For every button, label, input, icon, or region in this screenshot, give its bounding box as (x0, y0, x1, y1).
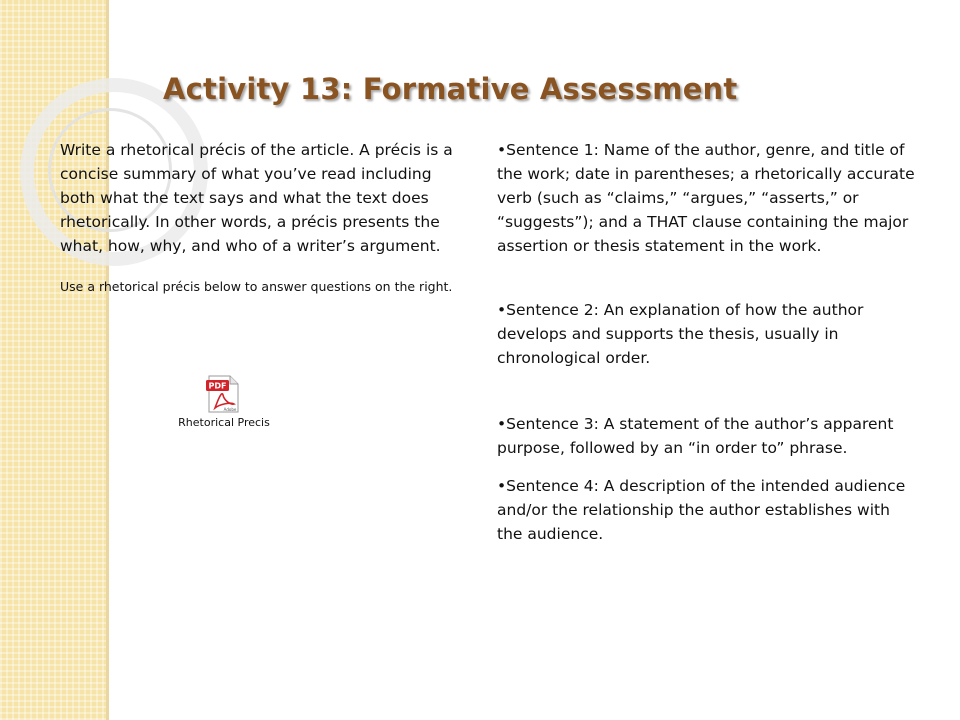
bullet-sentence-2: •Sentence 2: An explanation of how the author develops and supports the thesis, usually in chronological order. (497, 301, 864, 367)
slide-title: Activity 13: Formative Assessment (163, 72, 738, 106)
sidebar-edge (106, 0, 109, 720)
adobe-brand-label: Adobe (223, 407, 237, 412)
rhetorical-precis-attachment[interactable] (178, 375, 270, 429)
decorative-sidebar (0, 0, 106, 720)
bullet-sentence-4: •Sentence 4: A description of the intended audience and/or the relationship the author establishes with the audience. (497, 477, 906, 543)
precis-description: Write a rhetorical précis of the article. A précis is a concise summary of what you’ve read including both what the text says and what the text does rhetorically. In other words, a précis presents the what, how, why, and who of a writer’s argument. (60, 141, 453, 255)
left-column (60, 138, 458, 296)
precis-instruction: Use a rhetorical précis below to answer questions on the right. (60, 279, 453, 294)
pdf-badge-label: PDF (208, 381, 227, 391)
attachment-caption: Rhetorical Precis (178, 416, 270, 429)
bullet-sentence-1: •Sentence 1: Name of the author, genre, and title of the work; date in parentheses; a rhetorically accurate verb (such as “claims,” “argues,” “asserts,” or “suggests”); and a THAT clause containing the major assertion or thesis statement in the work. (497, 141, 915, 255)
right-column (497, 138, 917, 546)
bullet-sentence-3: •Sentence 3: A statement of the author’s apparent purpose, followed by an “in order to” phrase. (497, 415, 894, 457)
pdf-file-icon (206, 375, 240, 413)
